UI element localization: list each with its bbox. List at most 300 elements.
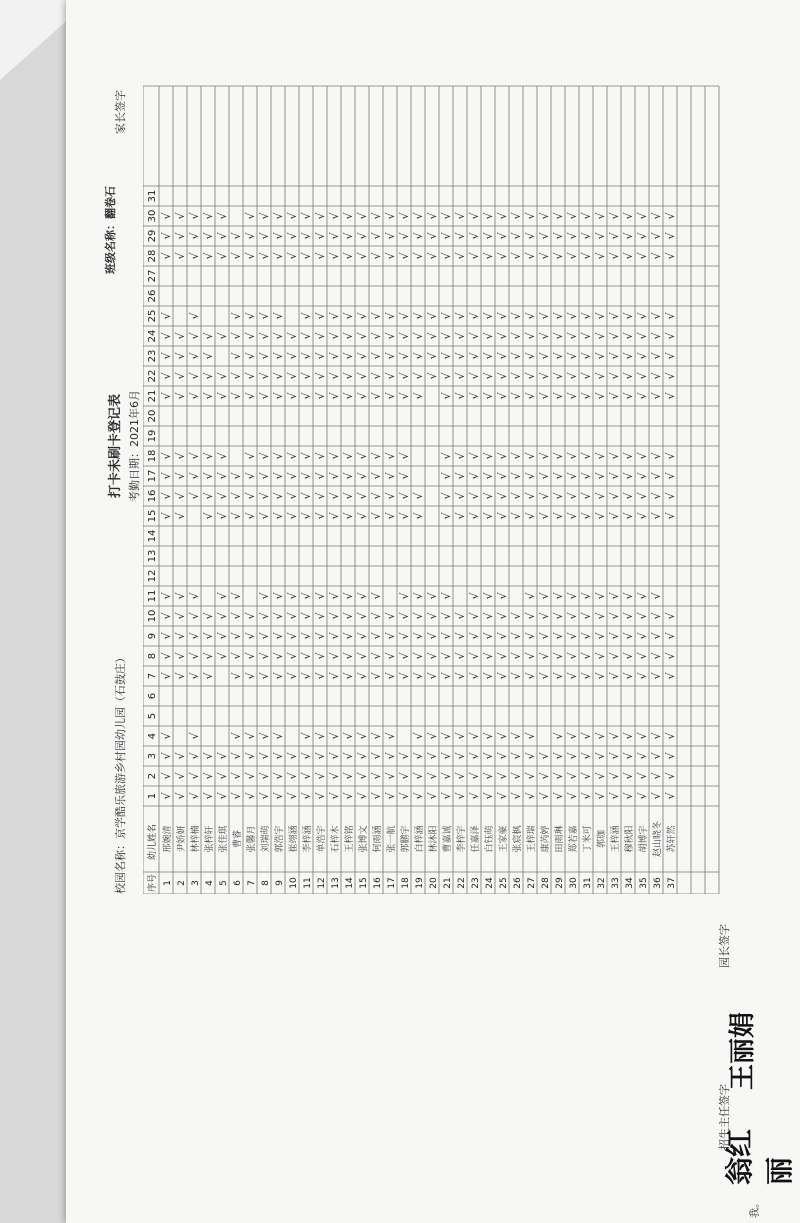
check-mark: √ — [496, 372, 509, 380]
check-mark: √ — [412, 332, 425, 340]
check-mark: √ — [244, 232, 257, 240]
check-mark: √ — [230, 752, 243, 760]
check-mark: √ — [468, 452, 481, 460]
check-mark: √ — [328, 232, 341, 240]
check-mark: √ — [482, 372, 495, 380]
check-mark: √ — [412, 352, 425, 360]
check-mark: √ — [216, 752, 229, 760]
check-mark: √ — [230, 512, 243, 520]
check-mark: √ — [426, 792, 439, 800]
check-mark: √ — [412, 672, 425, 680]
check-mark: √ — [650, 772, 663, 780]
check-mark: √ — [622, 452, 635, 460]
check-mark: √ — [216, 372, 229, 380]
check-mark: √ — [510, 772, 523, 780]
check-mark: √ — [636, 772, 649, 780]
check-mark: √ — [398, 452, 411, 460]
check-mark: √ — [370, 492, 383, 500]
check-mark: √ — [174, 452, 187, 460]
check-mark: √ — [482, 452, 495, 460]
check-mark: √ — [468, 332, 481, 340]
check-mark: √ — [342, 652, 355, 660]
check-mark: √ — [356, 672, 369, 680]
check-mark: √ — [188, 372, 201, 380]
row-number: 6 — [233, 880, 243, 886]
check-mark: √ — [524, 452, 537, 460]
check-mark: √ — [258, 332, 271, 340]
check-mark: √ — [286, 252, 299, 260]
check-mark: √ — [566, 472, 579, 480]
check-mark: √ — [426, 672, 439, 680]
check-mark: √ — [244, 512, 257, 520]
check-mark: √ — [524, 592, 537, 600]
row-number: 25 — [499, 877, 509, 889]
check-mark: √ — [160, 752, 173, 760]
check-mark: √ — [258, 632, 271, 640]
check-mark: √ — [356, 252, 369, 260]
check-mark: √ — [286, 352, 299, 360]
check-mark: √ — [636, 312, 649, 320]
check-mark: √ — [188, 732, 201, 740]
check-mark: √ — [342, 352, 355, 360]
check-mark: √ — [216, 212, 229, 220]
check-mark: √ — [314, 392, 327, 400]
check-mark: √ — [608, 332, 621, 340]
day-header: 23 — [147, 349, 158, 363]
day-header: 24 — [147, 329, 158, 343]
check-mark: √ — [328, 672, 341, 680]
check-mark: √ — [384, 372, 397, 380]
check-mark: √ — [496, 312, 509, 320]
check-mark: √ — [398, 672, 411, 680]
check-mark: √ — [314, 612, 327, 620]
child-name: 郭鹏宇 — [401, 825, 411, 853]
check-mark: √ — [482, 392, 495, 400]
check-mark: √ — [356, 352, 369, 360]
check-mark: √ — [608, 612, 621, 620]
row-number: 31 — [583, 877, 593, 889]
check-mark: √ — [608, 752, 621, 760]
check-mark: √ — [622, 312, 635, 320]
check-mark: √ — [538, 312, 551, 320]
check-mark: √ — [356, 372, 369, 380]
check-mark: √ — [650, 372, 663, 380]
check-mark: √ — [440, 472, 453, 480]
child-name: 崔翊涵 — [289, 825, 299, 853]
check-mark: √ — [328, 652, 341, 660]
check-mark: √ — [482, 232, 495, 240]
check-mark: √ — [398, 752, 411, 760]
check-mark: √ — [314, 512, 327, 520]
check-mark: √ — [608, 632, 621, 640]
check-mark: √ — [622, 332, 635, 340]
check-mark: √ — [580, 352, 593, 360]
check-mark: √ — [482, 512, 495, 520]
check-mark: √ — [300, 512, 313, 520]
check-mark: √ — [272, 512, 285, 520]
check-mark: √ — [412, 252, 425, 260]
check-mark: √ — [370, 612, 383, 620]
check-mark: √ — [286, 212, 299, 220]
row-number: 18 — [401, 877, 411, 889]
check-mark: √ — [580, 632, 593, 640]
check-mark: √ — [412, 372, 425, 380]
row-number: 5 — [219, 880, 229, 886]
check-mark: √ — [636, 592, 649, 600]
child-name: 王梓涵 — [611, 825, 621, 853]
check-mark: √ — [566, 352, 579, 360]
check-mark: √ — [496, 512, 509, 520]
check-mark: √ — [202, 372, 215, 380]
check-mark: √ — [258, 592, 271, 600]
check-mark: √ — [552, 672, 565, 680]
check-mark: √ — [566, 792, 579, 800]
check-mark: √ — [272, 332, 285, 340]
check-mark: √ — [468, 372, 481, 380]
check-mark: √ — [664, 612, 677, 620]
check-mark: √ — [300, 492, 313, 500]
check-mark: √ — [510, 652, 523, 660]
row-number: 19 — [415, 877, 425, 889]
check-mark: √ — [230, 232, 243, 240]
check-mark: √ — [538, 612, 551, 620]
check-mark: √ — [482, 212, 495, 220]
check-mark: √ — [468, 312, 481, 320]
check-mark: √ — [370, 632, 383, 640]
check-mark: √ — [328, 452, 341, 460]
director-signature-label: 园长签字 — [718, 924, 731, 968]
check-mark: √ — [314, 732, 327, 740]
row-number: 26 — [513, 877, 523, 889]
check-mark: √ — [440, 792, 453, 800]
check-mark: √ — [244, 352, 257, 360]
check-mark: √ — [482, 772, 495, 780]
check-mark: √ — [202, 212, 215, 220]
check-mark: √ — [188, 472, 201, 480]
check-mark: √ — [510, 512, 523, 520]
row-number: 14 — [345, 877, 355, 889]
check-mark: √ — [300, 392, 313, 400]
check-mark: √ — [300, 732, 313, 740]
check-mark: √ — [398, 592, 411, 600]
check-mark: √ — [580, 652, 593, 660]
check-mark: √ — [426, 212, 439, 220]
check-mark: √ — [608, 512, 621, 520]
day-header: 14 — [147, 529, 158, 543]
check-mark: √ — [426, 592, 439, 600]
check-mark: √ — [496, 492, 509, 500]
check-mark: √ — [244, 452, 257, 460]
check-mark: √ — [636, 212, 649, 220]
check-mark: √ — [174, 372, 187, 380]
check-mark: √ — [454, 512, 467, 520]
check-mark: √ — [160, 252, 173, 260]
check-mark: √ — [608, 312, 621, 320]
check-mark: √ — [552, 472, 565, 480]
check-mark: √ — [622, 472, 635, 480]
check-mark: √ — [398, 212, 411, 220]
check-mark: √ — [566, 772, 579, 780]
check-mark: √ — [468, 672, 481, 680]
check-mark: √ — [580, 452, 593, 460]
check-mark: √ — [258, 732, 271, 740]
check-mark: √ — [538, 452, 551, 460]
check-mark: √ — [398, 492, 411, 500]
check-mark: √ — [174, 352, 187, 360]
check-mark: √ — [622, 672, 635, 680]
check-mark: √ — [356, 492, 369, 500]
day-header: 20 — [147, 409, 158, 423]
check-mark: √ — [664, 792, 677, 800]
check-mark: √ — [440, 672, 453, 680]
check-mark: √ — [426, 232, 439, 240]
check-mark: √ — [440, 252, 453, 260]
check-mark: √ — [538, 492, 551, 500]
day-header: 22 — [147, 369, 158, 383]
check-mark: √ — [454, 392, 467, 400]
check-mark: √ — [244, 672, 257, 680]
check-mark: √ — [342, 592, 355, 600]
check-mark: √ — [454, 372, 467, 380]
child-name: 郭浩宇 — [275, 825, 285, 853]
check-mark: √ — [566, 372, 579, 380]
check-mark: √ — [650, 232, 663, 240]
check-mark: √ — [174, 652, 187, 660]
check-mark: √ — [622, 372, 635, 380]
check-mark: √ — [510, 252, 523, 260]
check-mark: √ — [370, 672, 383, 680]
enroll-director-signature-label: 招生主任签字 — [718, 1084, 731, 1150]
check-mark: √ — [482, 632, 495, 640]
child-name: 李梓涵 — [303, 825, 313, 853]
check-mark: √ — [342, 752, 355, 760]
check-mark: √ — [454, 652, 467, 660]
check-mark: √ — [230, 392, 243, 400]
row-number: 17 — [387, 877, 397, 889]
check-mark: √ — [202, 332, 215, 340]
check-mark: √ — [524, 512, 537, 520]
check-mark: √ — [650, 312, 663, 320]
check-mark: √ — [510, 612, 523, 620]
check-mark: √ — [566, 732, 579, 740]
check-mark: √ — [664, 732, 677, 740]
row-number: 28 — [541, 877, 551, 889]
check-mark: √ — [258, 312, 271, 320]
check-mark: √ — [216, 592, 229, 600]
check-mark: √ — [622, 612, 635, 620]
row-number: 1 — [163, 880, 173, 886]
check-mark: √ — [664, 252, 677, 260]
check-mark: √ — [258, 352, 271, 360]
check-mark: √ — [216, 652, 229, 660]
check-mark: √ — [440, 452, 453, 460]
check-mark: √ — [202, 452, 215, 460]
check-mark: √ — [552, 752, 565, 760]
check-mark: √ — [328, 612, 341, 620]
check-mark: √ — [622, 752, 635, 760]
check-mark: √ — [608, 652, 621, 660]
check-mark: √ — [538, 352, 551, 360]
child-name: 何雨涵 — [373, 825, 383, 853]
check-mark: √ — [412, 512, 425, 520]
check-mark: √ — [552, 632, 565, 640]
check-mark: √ — [216, 612, 229, 620]
check-mark: √ — [566, 392, 579, 400]
check-mark: √ — [384, 632, 397, 640]
child-name: 穆秋阳 — [625, 825, 635, 853]
check-mark: √ — [342, 312, 355, 320]
row-number: 11 — [303, 877, 313, 889]
check-mark: √ — [356, 312, 369, 320]
check-mark: √ — [342, 632, 355, 640]
check-mark: √ — [258, 752, 271, 760]
check-mark: √ — [608, 392, 621, 400]
check-mark: √ — [636, 512, 649, 520]
check-mark: √ — [412, 592, 425, 600]
check-mark: √ — [356, 592, 369, 600]
enroll-director-signature: 翁红丽 — [723, 1128, 796, 1185]
check-mark: √ — [552, 312, 565, 320]
check-mark: √ — [188, 632, 201, 640]
day-header: 7 — [147, 672, 158, 680]
check-mark: √ — [664, 472, 677, 480]
check-mark: √ — [342, 772, 355, 780]
check-mark: √ — [636, 792, 649, 800]
check-mark: √ — [370, 392, 383, 400]
check-mark: √ — [244, 752, 257, 760]
check-mark: √ — [524, 332, 537, 340]
check-mark: √ — [538, 672, 551, 680]
check-mark: √ — [622, 392, 635, 400]
check-mark: √ — [650, 792, 663, 800]
check-mark: √ — [174, 592, 187, 600]
check-mark: √ — [566, 332, 579, 340]
check-mark: √ — [468, 632, 481, 640]
check-mark: √ — [328, 352, 341, 360]
check-mark: √ — [608, 232, 621, 240]
check-mark: √ — [188, 792, 201, 800]
check-mark: √ — [524, 672, 537, 680]
check-mark: √ — [524, 772, 537, 780]
check-mark: √ — [300, 592, 313, 600]
row-number: 33 — [611, 877, 621, 889]
check-mark: √ — [594, 232, 607, 240]
check-mark: √ — [496, 592, 509, 600]
row-number: 15 — [359, 877, 369, 889]
check-mark: √ — [664, 372, 677, 380]
check-mark: √ — [412, 792, 425, 800]
check-mark: √ — [580, 332, 593, 340]
check-mark: √ — [398, 652, 411, 660]
check-mark: √ — [342, 452, 355, 460]
child-name: 单浩宇 — [317, 825, 327, 853]
row-number: 13 — [331, 877, 341, 889]
check-mark: √ — [398, 312, 411, 320]
check-mark: √ — [300, 472, 313, 480]
check-mark: √ — [664, 652, 677, 660]
check-mark: √ — [650, 392, 663, 400]
check-mark: √ — [412, 212, 425, 220]
check-mark: √ — [356, 332, 369, 340]
check-mark: √ — [608, 492, 621, 500]
check-mark: √ — [412, 632, 425, 640]
check-mark: √ — [510, 212, 523, 220]
check-mark: √ — [314, 472, 327, 480]
check-mark: √ — [230, 592, 243, 600]
check-mark: √ — [174, 772, 187, 780]
check-mark: √ — [426, 732, 439, 740]
check-mark: √ — [594, 212, 607, 220]
check-mark: √ — [160, 332, 173, 340]
check-mark: √ — [636, 232, 649, 240]
check-mark: √ — [412, 652, 425, 660]
check-mark: √ — [174, 492, 187, 500]
check-mark: √ — [314, 652, 327, 660]
check-mark: √ — [594, 372, 607, 380]
check-mark: √ — [594, 312, 607, 320]
check-mark: √ — [160, 592, 173, 600]
check-mark: √ — [608, 472, 621, 480]
check-mark: √ — [538, 392, 551, 400]
check-mark: √ — [342, 392, 355, 400]
check-mark: √ — [524, 732, 537, 740]
check-mark: √ — [244, 772, 257, 780]
check-mark: √ — [398, 252, 411, 260]
check-mark: √ — [188, 652, 201, 660]
check-mark: √ — [244, 312, 257, 320]
check-mark: √ — [552, 352, 565, 360]
check-mark: √ — [272, 232, 285, 240]
check-mark: √ — [272, 732, 285, 740]
check-mark: √ — [244, 472, 257, 480]
check-mark: √ — [188, 452, 201, 460]
check-mark: √ — [244, 612, 257, 620]
check-mark: √ — [622, 772, 635, 780]
check-mark: √ — [440, 312, 453, 320]
check-mark: √ — [496, 792, 509, 800]
check-mark: √ — [384, 792, 397, 800]
check-mark: √ — [580, 772, 593, 780]
check-mark: √ — [510, 752, 523, 760]
check-mark: √ — [594, 732, 607, 740]
check-mark: √ — [328, 472, 341, 480]
check-mark: √ — [468, 212, 481, 220]
check-mark: √ — [594, 512, 607, 520]
check-mark: √ — [160, 392, 173, 400]
check-mark: √ — [286, 772, 299, 780]
day-header: 15 — [147, 509, 158, 523]
check-mark: √ — [314, 452, 327, 460]
child-name: 田雨琳 — [555, 825, 565, 853]
check-mark: √ — [454, 792, 467, 800]
check-mark: √ — [566, 212, 579, 220]
check-mark: √ — [286, 652, 299, 660]
day-header: 30 — [147, 209, 158, 223]
check-mark: √ — [412, 752, 425, 760]
check-mark: √ — [440, 592, 453, 600]
check-mark: √ — [468, 252, 481, 260]
check-mark: √ — [566, 672, 579, 680]
check-mark: √ — [356, 752, 369, 760]
check-mark: √ — [566, 452, 579, 460]
child-name: 郭珈 — [597, 829, 607, 849]
check-mark: √ — [608, 592, 621, 600]
check-mark: √ — [538, 632, 551, 640]
check-mark: √ — [188, 772, 201, 780]
check-mark: √ — [552, 372, 565, 380]
check-mark: √ — [300, 232, 313, 240]
check-mark: √ — [594, 652, 607, 660]
